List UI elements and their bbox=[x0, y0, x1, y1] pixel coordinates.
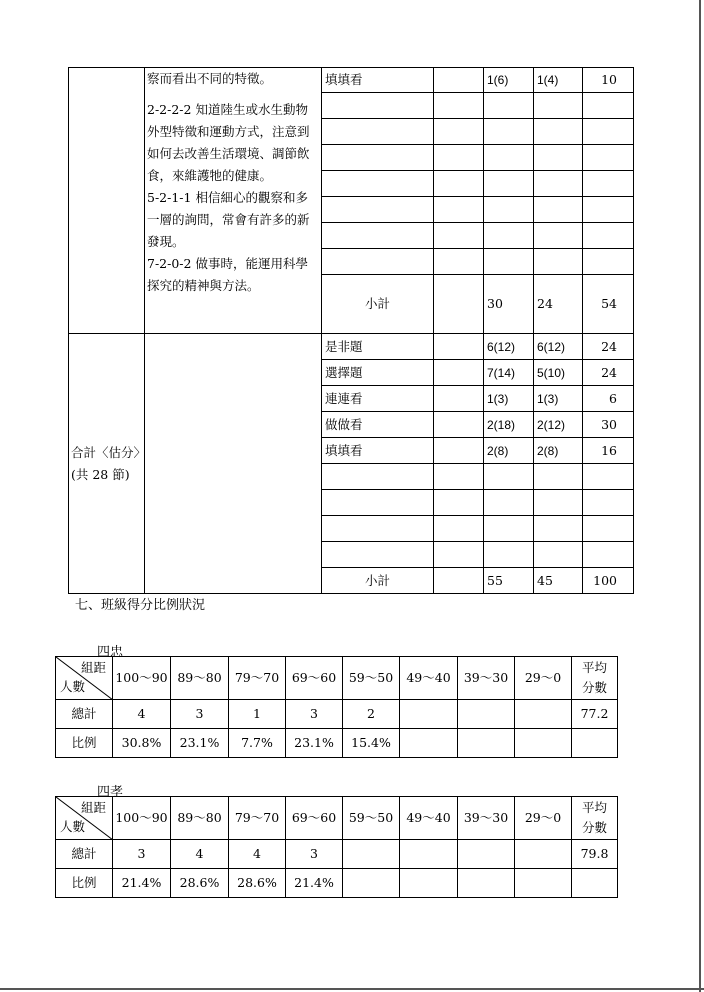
row-total: 16 bbox=[583, 438, 634, 464]
count-b: 5(10) bbox=[534, 360, 583, 386]
ratio-row bbox=[56, 729, 618, 758]
count-row bbox=[56, 700, 618, 729]
subtotal-a: 30 bbox=[484, 275, 534, 334]
section-heading: 七、班級得分比例狀況 bbox=[75, 598, 206, 613]
count-cell bbox=[400, 700, 458, 729]
range-header: 39～30 bbox=[458, 657, 515, 700]
average-header: 平均 分數 bbox=[572, 797, 618, 840]
score-table bbox=[55, 796, 618, 898]
count-b: 2(8) bbox=[534, 438, 583, 464]
subtotal-b: 24 bbox=[534, 275, 583, 334]
ratio-cell: 23.1% bbox=[286, 729, 343, 758]
question-type: 填填看 bbox=[322, 68, 434, 93]
count-cell: 3 bbox=[286, 840, 343, 869]
average-value: 79.8 bbox=[572, 840, 618, 869]
row-label: 比例 bbox=[56, 869, 113, 898]
row-total: 6 bbox=[583, 386, 634, 412]
ratio-cell bbox=[400, 869, 458, 898]
range-header: 29～0 bbox=[515, 797, 572, 840]
subtotal-total: 100 bbox=[583, 568, 634, 594]
subtotal-label: 小計 bbox=[322, 275, 434, 334]
range-header: 89～80 bbox=[171, 797, 229, 840]
diagonal-header: 組距 人數 bbox=[56, 657, 113, 700]
range-header: 69～60 bbox=[286, 657, 343, 700]
question-type: 做做看 bbox=[322, 412, 434, 438]
count-b: 2(12) bbox=[534, 412, 583, 438]
count-b: 1(3) bbox=[534, 386, 583, 412]
range-header: 79～70 bbox=[229, 657, 286, 700]
ratio-row bbox=[56, 869, 618, 898]
range-header: 49～40 bbox=[400, 797, 458, 840]
page-edge-bottom bbox=[0, 988, 704, 990]
diagonal-header: 組距 人數 bbox=[56, 797, 113, 840]
count-cell: 3 bbox=[171, 700, 229, 729]
subtotal-total: 54 bbox=[583, 275, 634, 334]
row-total: 24 bbox=[583, 334, 634, 360]
count-a: 1(6) bbox=[484, 68, 534, 93]
header-row bbox=[56, 657, 618, 700]
range-header: 100～90 bbox=[113, 657, 171, 700]
range-header: 89～80 bbox=[171, 657, 229, 700]
class-name: 四忠 bbox=[97, 645, 124, 660]
assessment-table bbox=[68, 67, 634, 594]
count-cell: 2 bbox=[343, 700, 400, 729]
question-type: 填填看 bbox=[322, 438, 434, 464]
count-row bbox=[56, 840, 618, 869]
count-cell bbox=[458, 840, 515, 869]
count-b: 1(4) bbox=[534, 68, 583, 93]
row-label: 總計 bbox=[56, 700, 113, 729]
count-a: 1(3) bbox=[484, 386, 534, 412]
question-type: 連連看 bbox=[322, 386, 434, 412]
count-cell: 3 bbox=[113, 840, 171, 869]
row-total: 10 bbox=[583, 68, 634, 93]
ratio-cell bbox=[515, 869, 572, 898]
ratio-cell: 28.6% bbox=[171, 869, 229, 898]
range-header: 100～90 bbox=[113, 797, 171, 840]
ratio-cell: 15.4% bbox=[343, 729, 400, 758]
ratio-cell bbox=[458, 869, 515, 898]
objective-text: 2-2-2-2 知道陸生或水生動物外型特徵和運動方式，注意到如何去改善生活環境、調節飲食，來維護牠的健康。 bbox=[147, 102, 310, 183]
table-row bbox=[69, 68, 634, 93]
subtotal-label: 小計 bbox=[322, 568, 434, 594]
ratio-cell bbox=[515, 729, 572, 758]
count-a: 7(14) bbox=[484, 360, 534, 386]
count-cell bbox=[458, 700, 515, 729]
count-cell: 4 bbox=[229, 840, 286, 869]
ratio-cell: 7.7% bbox=[229, 729, 286, 758]
count-cell bbox=[515, 840, 572, 869]
ratio-cell bbox=[400, 729, 458, 758]
count-cell: 3 bbox=[286, 700, 343, 729]
ratio-cell bbox=[343, 869, 400, 898]
count-a: 2(18) bbox=[484, 412, 534, 438]
average-header: 平均 分數 bbox=[572, 657, 618, 700]
table-row bbox=[69, 334, 634, 360]
question-type: 是非題 bbox=[322, 334, 434, 360]
row-total: 24 bbox=[583, 360, 634, 386]
ratio-cell: 23.1% bbox=[171, 729, 229, 758]
ratio-cell: 21.4% bbox=[113, 869, 171, 898]
objective-text: 察而看出不同的特徵。 bbox=[147, 71, 273, 86]
ratio-cell: 28.6% bbox=[229, 869, 286, 898]
row-total: 30 bbox=[583, 412, 634, 438]
row-label: 比例 bbox=[56, 729, 113, 758]
range-header: 39～30 bbox=[458, 797, 515, 840]
range-header: 59～50 bbox=[343, 797, 400, 840]
count-cell: 4 bbox=[171, 840, 229, 869]
class-name: 四孝 bbox=[97, 785, 124, 800]
objective-text: 7-2-0-2 做事時，能運用科學探究的精神與方法。 bbox=[147, 256, 308, 293]
range-header: 69～60 bbox=[286, 797, 343, 840]
range-header: 29～0 bbox=[515, 657, 572, 700]
count-cell: 1 bbox=[229, 700, 286, 729]
row-label: 總計 bbox=[56, 840, 113, 869]
count-a: 6(12) bbox=[484, 334, 534, 360]
count-b: 6(12) bbox=[534, 334, 583, 360]
ratio-cell bbox=[458, 729, 515, 758]
count-cell bbox=[400, 840, 458, 869]
unit-cell bbox=[69, 68, 145, 334]
range-header: 79～70 bbox=[229, 797, 286, 840]
grand-total-label: 合計〈估分〉 (共 28 節) bbox=[69, 334, 145, 594]
objective-text: 5-2-1-1 相信細心的觀察和多一層的詢問，常會有許多的新發現。 bbox=[147, 190, 310, 249]
page-edge-right bbox=[699, 0, 701, 992]
average-value: 77.2 bbox=[572, 700, 618, 729]
ratio-cell: 21.4% bbox=[286, 869, 343, 898]
count-cell: 4 bbox=[113, 700, 171, 729]
count-cell bbox=[515, 700, 572, 729]
score-table bbox=[55, 656, 618, 758]
ratio-cell: 30.8% bbox=[113, 729, 171, 758]
subtotal-a: 55 bbox=[484, 568, 534, 594]
header-row bbox=[56, 797, 618, 840]
question-type: 選擇題 bbox=[322, 360, 434, 386]
objectives-cell bbox=[145, 68, 322, 334]
subtotal-b: 45 bbox=[534, 568, 583, 594]
range-header: 59～50 bbox=[343, 657, 400, 700]
count-a: 2(8) bbox=[484, 438, 534, 464]
range-header: 49～40 bbox=[400, 657, 458, 700]
count-cell bbox=[343, 840, 400, 869]
